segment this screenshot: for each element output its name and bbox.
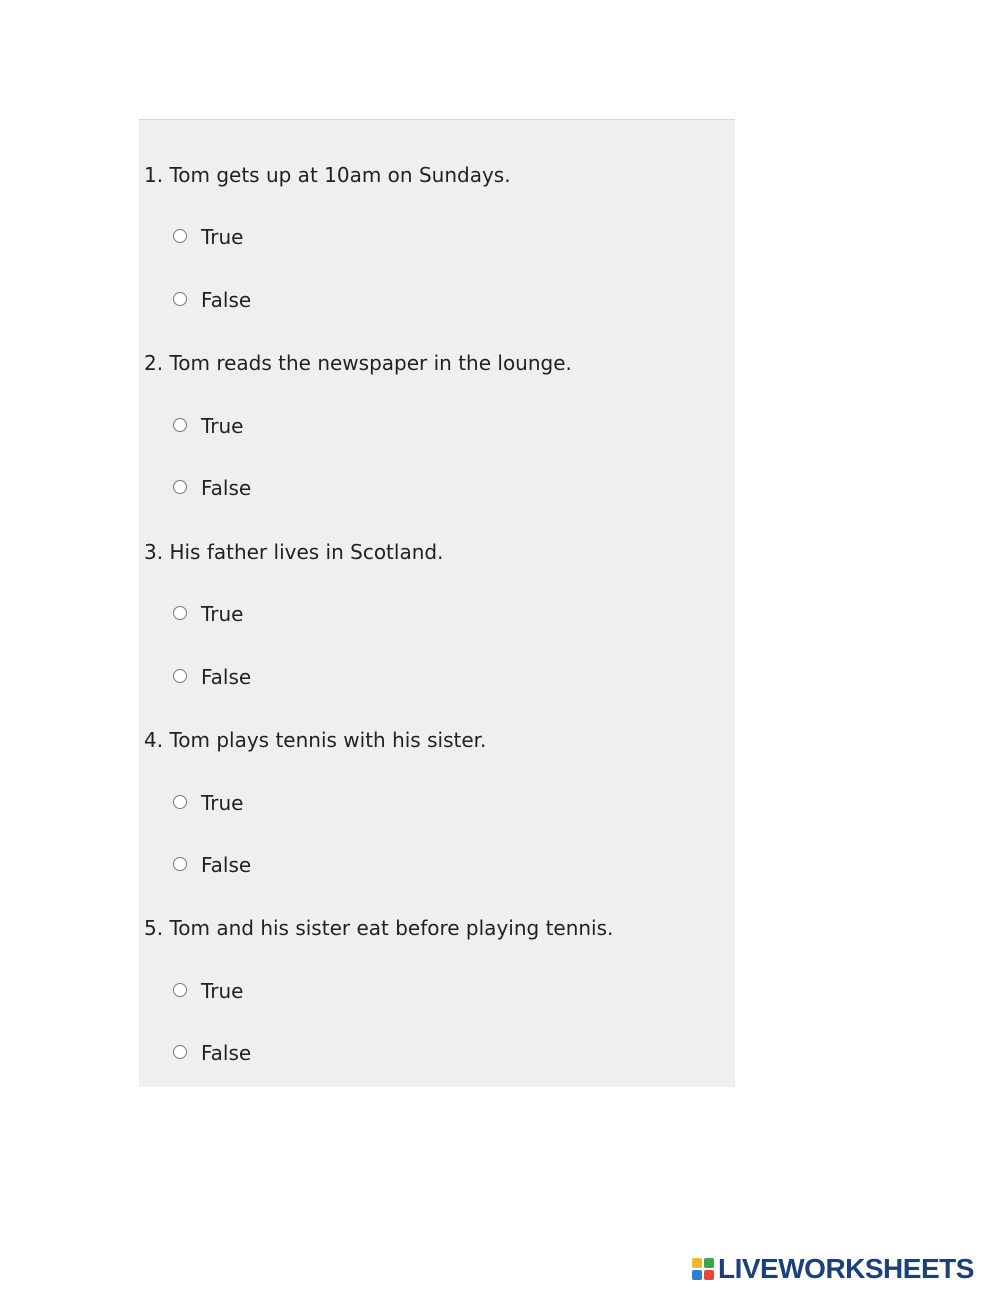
radio-button-icon[interactable] [173, 229, 187, 243]
liveworksheets-logo [692, 1254, 974, 1284]
quiz-panel [139, 119, 735, 1087]
question-3-option-false[interactable] [173, 665, 251, 689]
option-label: True [201, 602, 244, 626]
option-label: False [201, 1041, 252, 1065]
option-label: False [201, 288, 252, 312]
question-2-text: 2. Tom reads the newspaper in the lounge. [144, 351, 572, 375]
question-4-text: 4. Tom plays tennis with his sister. [144, 728, 487, 752]
question-1-option-true[interactable] [173, 225, 243, 249]
radio-button-icon[interactable] [173, 983, 187, 997]
liveworksheets-mark-icon [692, 1258, 714, 1280]
option-label: False [201, 476, 252, 500]
question-5-text: 5. Tom and his sister eat before playing tennis. [144, 916, 614, 940]
logo-text: LIVEWORKSHEETS [718, 1253, 974, 1284]
option-label: False [201, 853, 252, 877]
question-2-option-true[interactable] [173, 414, 243, 438]
question-4-option-false[interactable] [173, 853, 251, 877]
option-label: True [201, 791, 244, 815]
question-1-option-false[interactable] [173, 288, 251, 312]
radio-button-icon[interactable] [173, 606, 187, 620]
option-label: True [201, 979, 244, 1003]
question-4-option-true[interactable] [173, 791, 243, 815]
option-label: True [201, 225, 244, 249]
logo-mark-cell [704, 1258, 714, 1268]
radio-button-icon[interactable] [173, 418, 187, 432]
radio-button-icon[interactable] [173, 480, 187, 494]
logo-mark-cell [692, 1258, 702, 1268]
radio-button-icon[interactable] [173, 669, 187, 683]
question-5-option-false[interactable] [173, 1041, 251, 1065]
logo-mark-cell [704, 1270, 714, 1280]
option-label: False [201, 665, 252, 689]
option-label: True [201, 414, 244, 438]
question-3-option-true[interactable] [173, 602, 243, 626]
question-3-text: 3. His father lives in Scotland. [144, 540, 444, 564]
radio-button-icon[interactable] [173, 857, 187, 871]
question-2-option-false[interactable] [173, 476, 251, 500]
logo-mark-cell [692, 1270, 702, 1280]
question-1-text: 1. Tom gets up at 10am on Sundays. [144, 163, 511, 187]
radio-button-icon[interactable] [173, 292, 187, 306]
question-5-option-true[interactable] [173, 979, 243, 1003]
radio-button-icon[interactable] [173, 795, 187, 809]
radio-button-icon[interactable] [173, 1045, 187, 1059]
